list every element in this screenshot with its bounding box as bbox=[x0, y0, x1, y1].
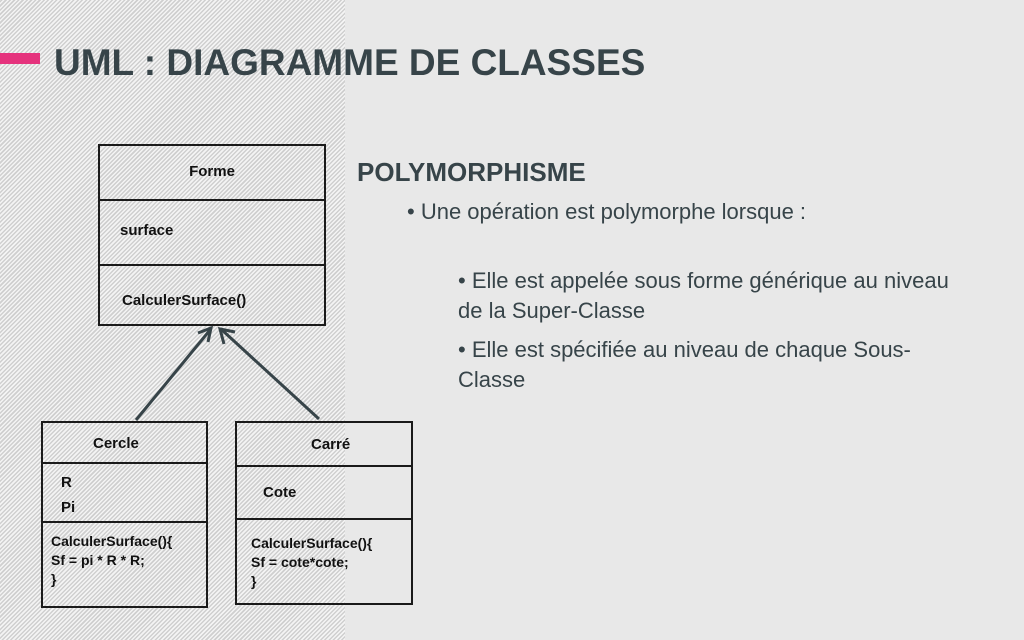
class-methods-section bbox=[43, 521, 206, 606]
class-methods-section bbox=[237, 518, 411, 603]
class-name-section bbox=[100, 146, 324, 200]
class-methods-section bbox=[100, 264, 324, 324]
sub-bullet-item: • Elle est spécifiée au niveau de chaque Sous-Classe bbox=[458, 337, 911, 392]
class-box-forme bbox=[98, 144, 326, 326]
class-name-carre: Carré bbox=[311, 436, 351, 453]
attribute-surface: surface bbox=[120, 222, 174, 239]
class-box-carre bbox=[235, 421, 413, 605]
class-name-section bbox=[43, 423, 206, 463]
sub-bullet-item: • Elle est appelée sous forme générique au niveau de la Super-Classe bbox=[458, 268, 949, 323]
method-line: CalculerSurface(){ bbox=[251, 535, 373, 551]
attribute-cote: Cote bbox=[263, 484, 297, 501]
class-box-cercle bbox=[41, 421, 208, 608]
class-name-forme: Forme bbox=[189, 163, 235, 180]
section-heading: POLYMORPHISME bbox=[357, 157, 586, 187]
method-calculer-surface: CalculerSurface() bbox=[122, 292, 247, 309]
slide-title: UML : DIAGRAMME DE CLASSES bbox=[54, 42, 646, 83]
class-name-section bbox=[237, 423, 411, 466]
method-line: Sf = cote*cote; bbox=[251, 554, 349, 570]
attribute-pi: Pi bbox=[61, 499, 76, 516]
class-attributes-section bbox=[237, 465, 411, 519]
bullet-item: • Une opération est polymorphe lorsque : bbox=[407, 199, 807, 224]
method-line: Sf = pi * R * R; bbox=[51, 552, 145, 568]
attribute-r: R bbox=[61, 474, 72, 491]
class-name-cercle: Cercle bbox=[93, 435, 139, 452]
method-line: } bbox=[51, 571, 57, 587]
class-attributes-section bbox=[100, 199, 324, 265]
title-accent-bar bbox=[0, 53, 40, 64]
class-attributes-section bbox=[43, 462, 206, 522]
method-line: CalculerSurface(){ bbox=[51, 533, 173, 549]
method-line: } bbox=[251, 573, 257, 589]
